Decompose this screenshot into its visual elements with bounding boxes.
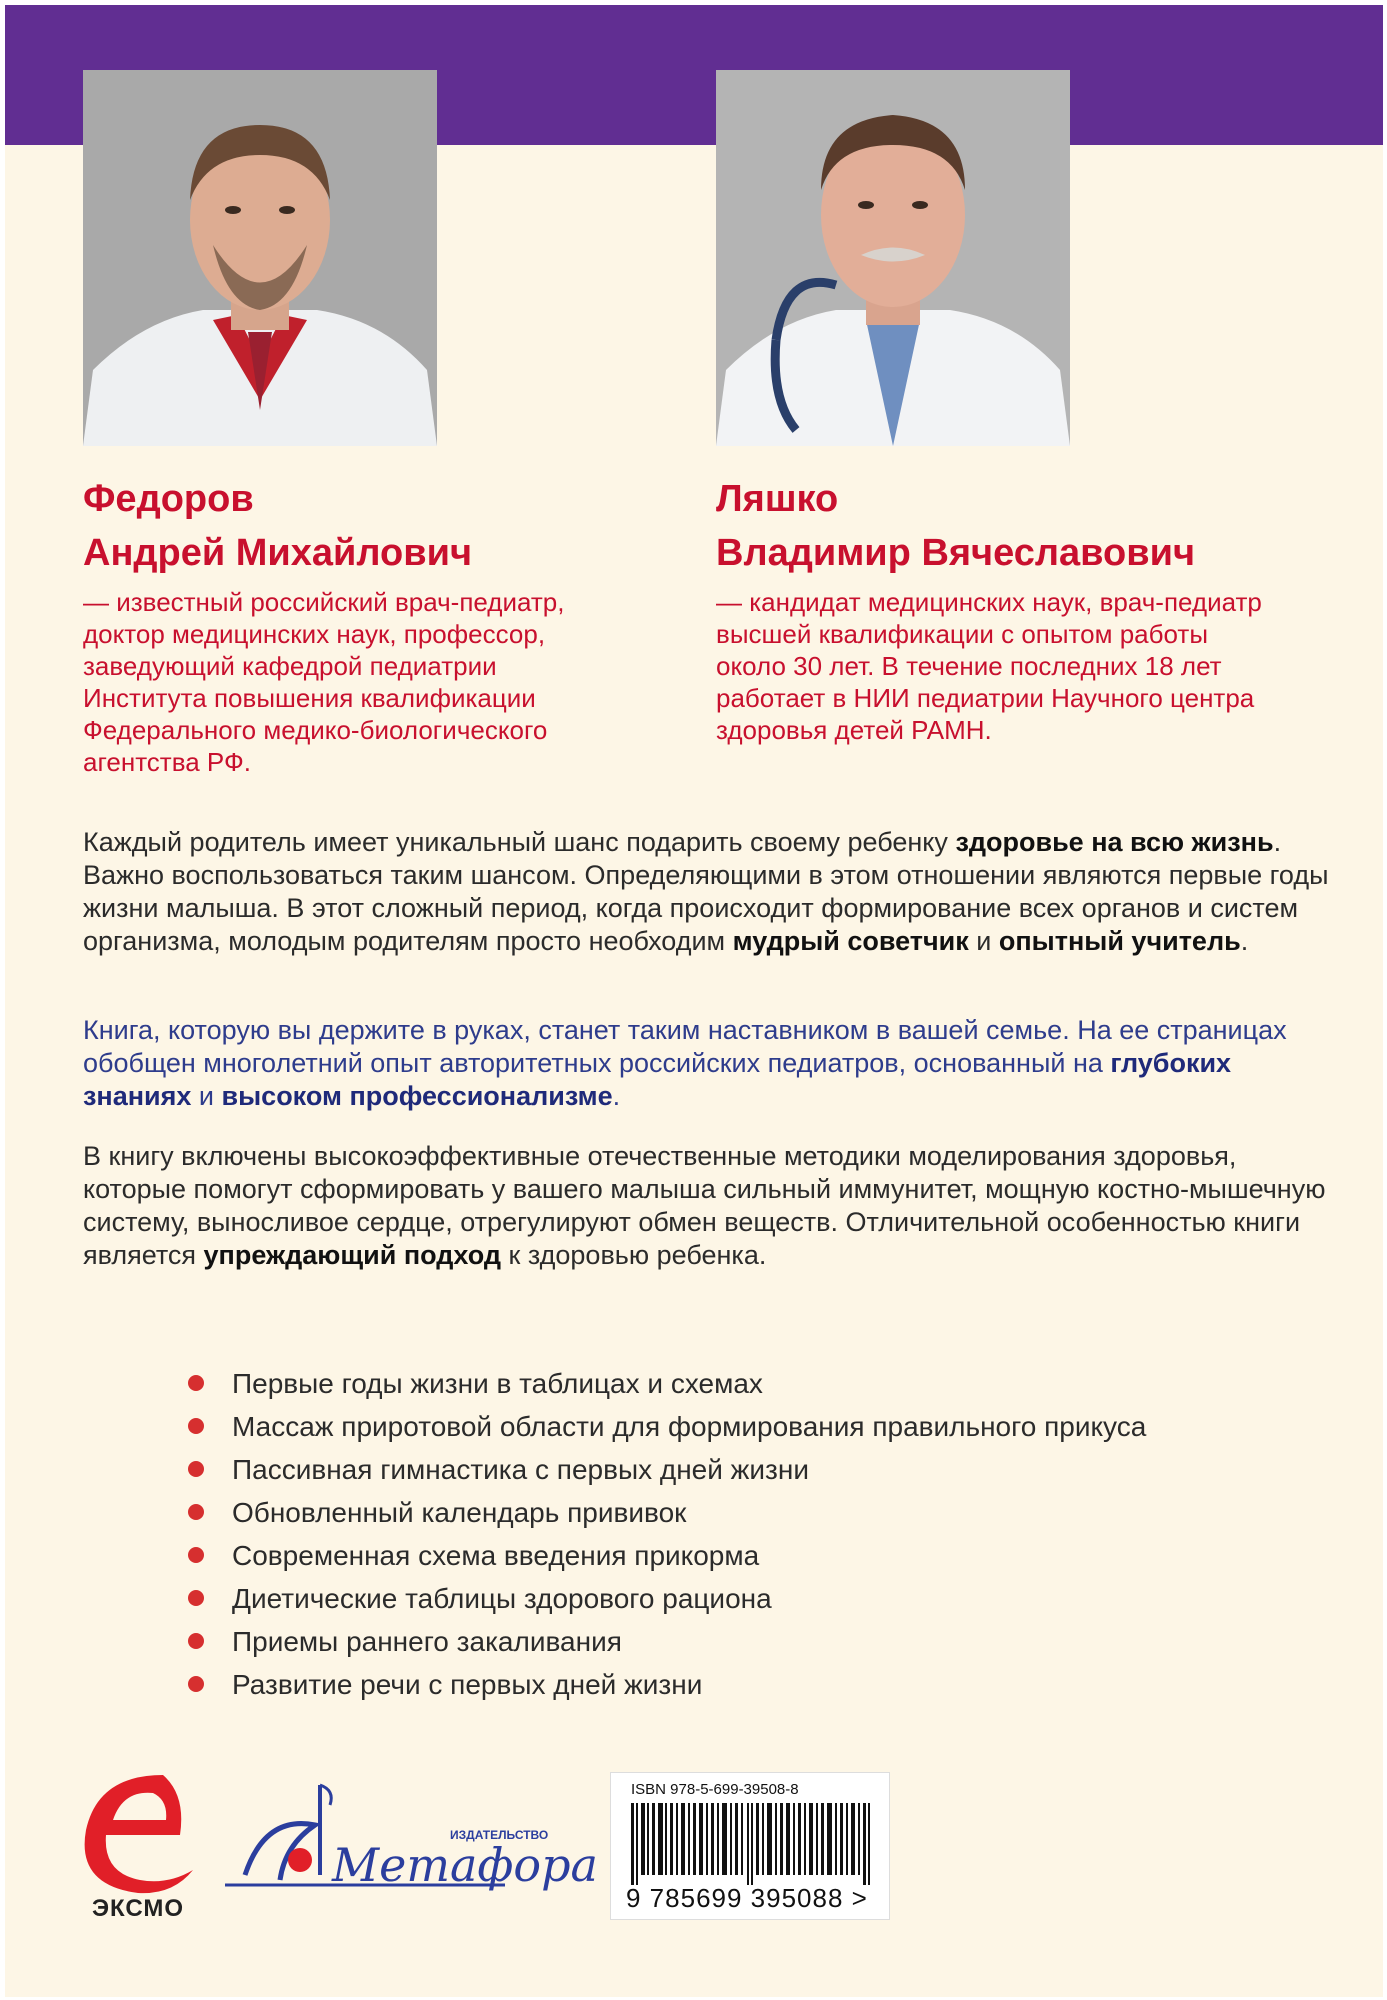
metafora-small-label: ИЗДАТЕЛЬСТВО bbox=[450, 1828, 549, 1842]
eksmo-logo-label: ЭКСМО bbox=[91, 1895, 185, 1922]
bullet-dot-icon bbox=[188, 1633, 204, 1649]
metafora-wordmark: Метафора bbox=[332, 1838, 598, 1892]
emphasis: здоровье на всю жизнь bbox=[955, 827, 1274, 857]
description-paragraph-2: Книга, которую вы держите в руках, станет таким наставником в вашей семье. На ее страницах обобщен многолетний опыт авторитетных российских педиатров, основанный на глубоких знаниях и высоком профессионализме. bbox=[83, 1015, 1287, 1111]
bullet-dot-icon bbox=[188, 1504, 204, 1520]
author-name-lyashko bbox=[716, 472, 1336, 580]
bullet-dot-icon bbox=[188, 1418, 204, 1434]
emphasis: глубоких знаниях bbox=[83, 1048, 1232, 1111]
emphasis: мудрый советчик bbox=[732, 926, 969, 956]
eksmo-logo-icon bbox=[68, 1765, 203, 1905]
author-given-names: Андрей Михайлович bbox=[83, 532, 473, 574]
bullet-dot-icon bbox=[188, 1461, 204, 1477]
emphasis: высоком профессионализме bbox=[221, 1081, 613, 1111]
bullet-dot-icon bbox=[188, 1375, 204, 1391]
barcode-digits: 9 785699 395088 > bbox=[626, 1883, 868, 1913]
author-bio-fedorov: — известный российский врач-педиатр, доктор медицинских наук, профессор, заведующий кафедрой педиатрии Института повышения квалификации Федерального медико-биологического агентства РФ. bbox=[83, 587, 565, 777]
bullet-dot-icon bbox=[188, 1676, 204, 1692]
isbn-barcode bbox=[610, 1772, 890, 1920]
author-bio-lyashko: — кандидат медицинских наук, врач-педиатр высшей квалификации с опытом работы около 30 лет. В течение последних 18 лет работает в НИИ педиатрии Научного центра здоровья детей РАМН. bbox=[716, 587, 1262, 745]
bullet-dot-icon bbox=[188, 1547, 204, 1563]
description-paragraph-1: Каждый родитель имеет уникальный шанс подарить своему ребенку здоровье на всю жизнь. Важно воспользоваться таким шансом. Определяющими в этом отношении являются первые годы жизни малыша. В этот сложный период, когда происходит формирование всех органов и систем организма, молодым родителям просто необходим мудрый советчик и опытный учитель. bbox=[83, 827, 1329, 956]
author-surname: Ляшко bbox=[716, 478, 839, 520]
barcode-bars-icon bbox=[631, 1803, 871, 1885]
author-photo-lyashko bbox=[716, 70, 1070, 446]
author-photo-fedorov bbox=[83, 70, 437, 446]
author-surname: Федоров bbox=[83, 478, 254, 520]
bullet-dot-icon bbox=[188, 1590, 204, 1606]
emphasis: опытный учитель bbox=[998, 926, 1241, 956]
emphasis: упреждающий подход bbox=[203, 1240, 502, 1270]
author-name-fedorov bbox=[83, 472, 643, 580]
description-paragraph-3: В книгу включены высокоэффективные отечественные методики моделирования здоровья, которые помогут сформировать у вашего малыша сильный иммунитет, мощную костно-мышечную систему, выносливое сердце, отрегулируют обмен веществ. Отличительной особенностью книги является упреждающий подход к здоровью ребенка. bbox=[83, 1141, 1326, 1270]
author-given-names: Владимир Вячеславович bbox=[716, 532, 1196, 574]
isbn-label: ISBN 978-5-699-39508-8 bbox=[631, 1781, 799, 1798]
